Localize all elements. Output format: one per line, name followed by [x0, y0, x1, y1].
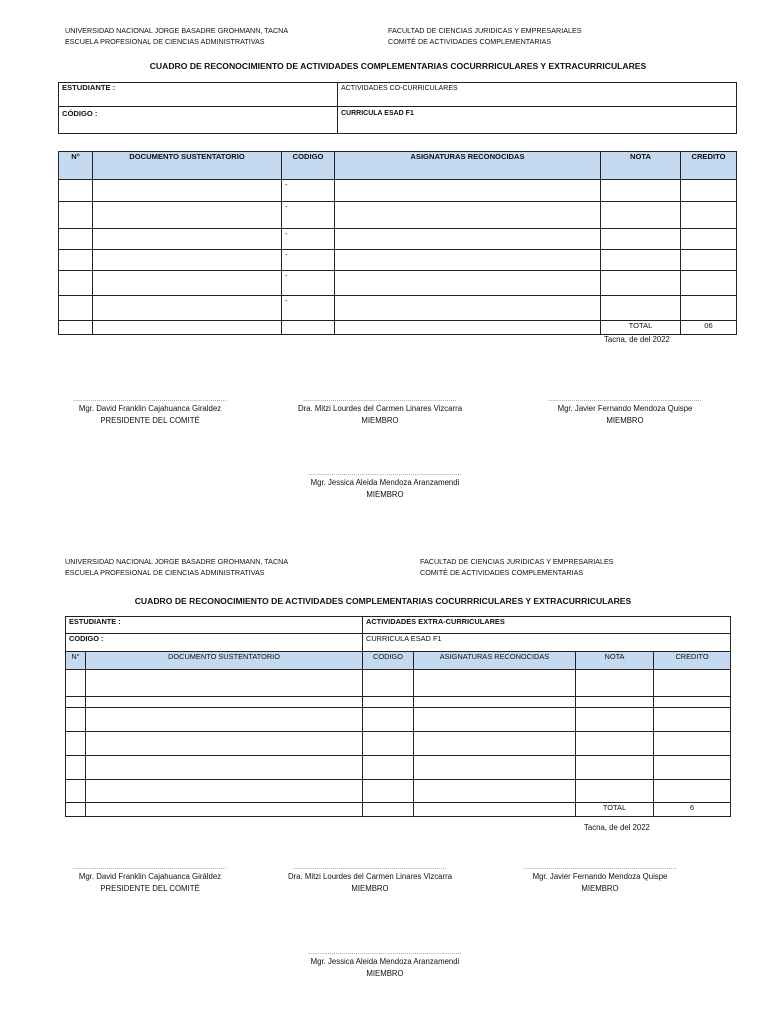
curricula: CURRICULA ESAD F1 — [363, 634, 731, 652]
signature-line: .............................................................................. — [308, 471, 462, 477]
signature-member-linares-2 — [268, 865, 472, 895]
col-header-num: N° — [59, 152, 93, 180]
signature-line: .............................................................................. — [293, 865, 447, 871]
faculty-header-1 — [388, 25, 582, 47]
signer-name: Mgr. David Franklin Cajahuanca Giráldez — [78, 872, 222, 881]
table-row — [66, 756, 731, 780]
table-row — [59, 202, 737, 229]
signer-role: MIEMBRO — [361, 416, 399, 425]
col-header-subjects: ASIGNATURAS RECONOCIDAS — [414, 652, 576, 670]
faculty-header-2 — [420, 556, 614, 578]
signature-line: .............................................................................. — [303, 397, 457, 403]
signature-member-mendoza-aranzamendi-2 — [290, 950, 480, 980]
signature-line: .............................................................................. — [523, 865, 677, 871]
signature-line: .............................................................................. — [73, 397, 227, 403]
signature-member-mendoza-quispe-1 — [535, 397, 715, 427]
committee-name: COMITÉ DE ACTIVIDADES COMPLEMENTARIAS — [420, 568, 584, 577]
signer-name: Mgr. Javier Fernando Mendoza Quispe — [532, 872, 668, 881]
col-header-code: CODIGO — [363, 652, 414, 670]
signer-name: Mgr. Javier Fernando Mendoza Quispe — [557, 404, 693, 413]
table-row — [59, 180, 737, 202]
col-header-document: DOCUMENTO SUSTENTATORIO — [86, 652, 363, 670]
total-label: TOTAL — [601, 321, 681, 335]
committee-name: COMITÉ DE ACTIVIDADES COMPLEMENTARIAS — [388, 37, 552, 46]
total-value: 6 — [654, 803, 731, 817]
total-label: TOTAL — [576, 803, 654, 817]
signer-name: Dra. Mitzi Lourdes del Carmen Linares Vizcarra — [297, 404, 463, 413]
school-name: ESCUELA PROFESIONAL DE CIENCIAS ADMINISTRATIVAS — [65, 568, 265, 577]
university-header-2 — [65, 556, 288, 578]
table-row — [59, 229, 737, 250]
code-cell: - — [282, 180, 335, 202]
code-cell: - — [282, 202, 335, 229]
signer-name: Mgr. David Franklin Cajahuanca Giraldez — [78, 404, 222, 413]
activity-type: ACTIVIDADES CO-CURRICULARES — [338, 83, 737, 107]
signature-president-2 — [60, 865, 240, 895]
student-info-table-1 — [58, 82, 737, 134]
signer-name: Mgr. Jessica Aleida Mendoza Aranzamendi — [310, 478, 460, 487]
col-header-grade: NOTA — [576, 652, 654, 670]
codigo-label: CODIGO : — [66, 634, 363, 652]
table-row — [59, 296, 737, 321]
code-cell: - — [282, 296, 335, 321]
signature-member-mendoza-aranzamendi-1 — [290, 471, 480, 501]
signature-member-mendoza-quispe-2 — [510, 865, 690, 895]
place-date-2: Tacna, de del 2022 — [584, 823, 650, 832]
signature-line: .............................................................................. — [73, 865, 227, 871]
table-row — [59, 250, 737, 271]
total-row — [66, 803, 731, 817]
col-header-document: DOCUMENTO SUSTENTATORIO — [93, 152, 282, 180]
signature-member-linares-1 — [280, 397, 480, 427]
form-title-1: CUADRO DE RECONOCIMIENTO DE ACTIVIDADES COMPLEMENTARIAS COCURRRICULARES Y EXTRACURRICULARES — [149, 61, 647, 71]
estudiante-label: ESTUDIANTE : — [59, 83, 338, 107]
university-name: UNIVERSIDAD NACIONAL JORGE BASADRE GROHMANN, TACNA — [65, 557, 289, 566]
signer-role: PRESIDENTE DEL COMITÉ — [100, 416, 200, 425]
university-name: UNIVERSIDAD NACIONAL JORGE BASADRE GROHMANN, TACNA — [65, 26, 289, 35]
table-row — [66, 780, 731, 803]
col-header-code: CODIGO — [282, 152, 335, 180]
signer-role: MIEMBRO — [581, 884, 619, 893]
table-row — [66, 670, 731, 697]
col-header-num: N° — [66, 652, 86, 670]
signer-role: MIEMBRO — [366, 490, 404, 499]
signature-line: .............................................................................. — [308, 950, 462, 956]
codigo-label: CÓDIGO : — [59, 107, 338, 134]
signer-name: Mgr. Jessica Aleida Mendoza Aranzamendi — [310, 957, 460, 966]
signer-role: MIEMBRO — [366, 969, 404, 978]
place-date-1: Tacna, de del 2022 — [604, 335, 670, 344]
code-cell: - — [282, 271, 335, 296]
signer-role: PRESIDENTE DEL COMITÉ — [100, 884, 200, 893]
table-row — [66, 732, 731, 756]
table-row — [59, 271, 737, 296]
signer-role: MIEMBRO — [606, 416, 644, 425]
estudiante-label: ESTUDIANTE : — [66, 617, 363, 634]
faculty-name: FACULTAD DE CIENCIAS JURIDICAS Y EMPRESARIALES — [388, 26, 582, 35]
activity-type: ACTIVIDADES EXTRA-CURRICULARES — [363, 617, 731, 634]
code-cell: - — [282, 229, 335, 250]
university-header-1 — [65, 25, 288, 47]
courses-table-2 — [65, 616, 731, 817]
code-cell: - — [282, 250, 335, 271]
signature-president-1 — [60, 397, 240, 427]
faculty-name: FACULTAD DE CIENCIAS JURIDICAS Y EMPRESARIALES — [420, 557, 614, 566]
col-header-subjects: ASIGNATURAS RECONOCIDAS — [335, 152, 601, 180]
col-header-credit: CREDITO — [654, 652, 731, 670]
signer-role: MIEMBRO — [351, 884, 389, 893]
signature-line: .............................................................................. — [548, 397, 702, 403]
form-title-2: CUADRO DE RECONOCIMIENTO DE ACTIVIDADES COMPLEMENTARIAS COCURRRICULARES Y EXTRACURRICULARES — [134, 596, 632, 606]
total-value: 06 — [681, 321, 737, 335]
courses-table-1 — [58, 151, 737, 335]
col-header-grade: NOTA — [601, 152, 681, 180]
table-row — [66, 697, 731, 708]
col-header-credit: CREDITO — [681, 152, 737, 180]
school-name: ESCUELA PROFESIONAL DE CIENCIAS ADMINISTRATIVAS — [65, 37, 265, 46]
total-row — [59, 321, 737, 335]
signer-name: Dra. Mitzi Lourdes del Carmen Linares Vizcarra — [287, 872, 453, 881]
curricula: CURRICULA ESAD F1 — [338, 107, 737, 134]
table-row — [66, 708, 731, 732]
